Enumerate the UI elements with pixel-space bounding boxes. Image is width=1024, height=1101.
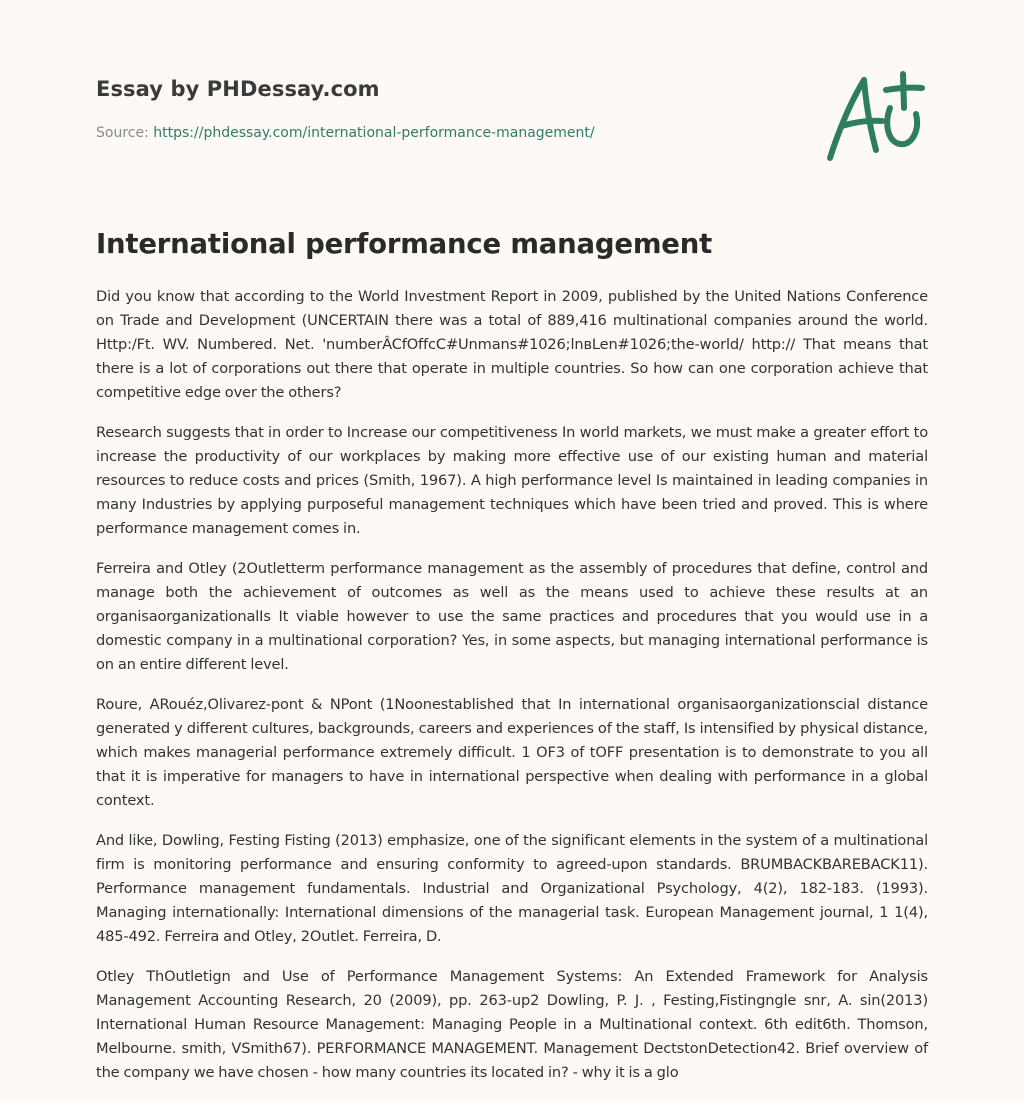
paragraph: Otley ThOutletign and Use of Performance Management Systems: An Extended Framework for Analysis Management Accounting Research, 20 (2009), pp. 263-up2 Dowling, P. J. , Festing,Fistingngle snr, A. sin(2013) International Human Resource Management: Managing People in a Multinational context. 6th edit6th. Thomson, Melbourne. smith, VSmith67). PERFORMANCE MANAGEMENT. Management DectstonDetection42. Brief overview of the company we have chosen - how many countries its located in? - why it is a glo [96, 968, 928, 1081]
source-link[interactable]: https://phdessay.com/international-performance-management/ [153, 125, 595, 141]
paragraph: Ferreira and Otley (2Outletterm performance management as the assembly of procedures that define, control and manage both the achievement of outcomes as well as the means used to achieve these results at an organisaorganizationalIs It viable however to use the same practices and procedures that you would use in a domestic company in a multinational corporation? Yes, in some aspects, but managing international performance is on an entire different level. [96, 560, 928, 673]
paragraph: And like, Dowling, Festing Fisting (2013) emphasize, one of the significant elements in the system of a multinational firm is monitoring performance and ensuring conformity to agreed-upon standards. BRUMBACKBAREBACK11). Performance management fundamentals. Industrial and Organizational Psychology, 4(2), 182-183. (1993). Managing internationally: International dimensions of the managerial task. European Management journal, 1 1(4), 485-492. Ferreira and Otley, 2Outlet. Ferreira, D. [96, 832, 928, 945]
paragraph: Research suggests that in order to Increase our competitiveness In world markets, we must make a greater effort to increase the productivity of our workplaces by making more effective use of our existing human and material resources to reduce costs and prices (Smith, 1967). A high performance level Is maintained in leading companies in many Industries by applying purposeful management techniques which have been tried and proved. This is where performance management comes in. [96, 424, 928, 537]
document-body [96, 285, 928, 1101]
source-line [96, 125, 595, 141]
document-title: International performance management [96, 228, 713, 260]
paragraph: Did you know that according to the World Investment Report in 2009, published by the United Nations Conference on Trade and Development (UNCERTAIN there was a total of 889,416 multinational companies around the world. Http:/Ft. WV. Numbered. Net. 'numberÂCfOffcC#Unmans#1026;lnвLen#1026;the-world/ http:// That means that there is a lot of corporations out there that operate in multiple countries. So how can one corporation achieve that competitive edge over the others? [96, 288, 928, 401]
source-label: Source: [96, 125, 149, 141]
a-plus-grade-icon [820, 68, 930, 168]
paragraph: Roure, ARouéz,Olivarez-pont & NPont (1Noonestablished that In international organisaorganizationscial distance generated y different cultures, backgrounds, careers and experiences of the staff, Is intensified by physical distance, which makes managerial performance extremely difficult. 1 OF3 of tOFF presentation is to demonstrate to you all that it is imperative for managers to have in international perspective when dealing with performance in a global context. [96, 696, 928, 809]
brand-title: Essay by PHDessay.com [96, 77, 380, 101]
